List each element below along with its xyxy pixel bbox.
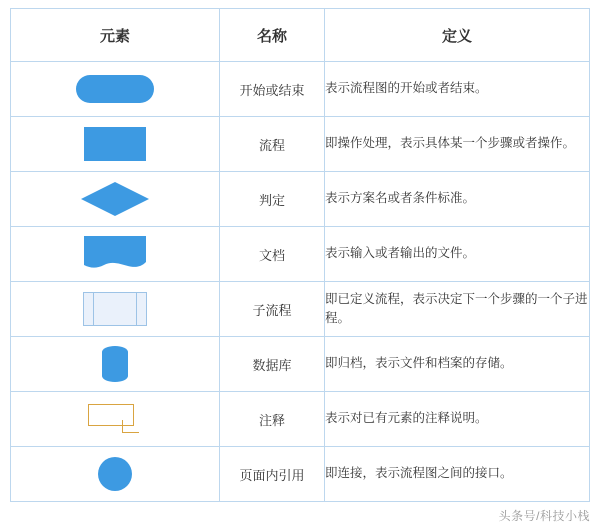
annotation-shape-icon — [88, 404, 142, 434]
document-shape-icon — [83, 234, 147, 274]
table-row — [11, 227, 590, 282]
shape-container — [11, 337, 219, 391]
definition-cell: 即连接，表示流程图之间的接口。 — [325, 447, 590, 502]
definition-cell: 表示对已有元素的注释说明。 — [325, 392, 590, 447]
annotation-tail — [122, 420, 139, 433]
name-cell: 流程 — [220, 117, 325, 172]
terminator-shape-icon — [76, 75, 154, 103]
name-cell: 页面内引用 — [220, 447, 325, 502]
table-row — [11, 447, 590, 502]
definition-cell: 表示方案名或者条件标准。 — [325, 172, 590, 227]
table-row — [11, 282, 590, 337]
on-page-reference-shape-icon — [98, 457, 132, 491]
decision-shape-icon — [81, 182, 149, 216]
shape-container — [11, 447, 219, 501]
definition-cell: 即归档，表示文件和档案的存储。 — [325, 337, 590, 392]
definition-cell: 即已定义流程，表示决定下一个步骤的一个子进程。 — [325, 282, 590, 337]
watermark-text: 头条号/科技小栈 — [498, 509, 590, 523]
shape-container — [11, 227, 219, 281]
process-shape-icon — [84, 127, 146, 161]
table-row — [11, 392, 590, 447]
header-name: 名称 — [220, 9, 325, 62]
shape-container — [11, 117, 219, 171]
header-element: 元素 — [11, 9, 220, 62]
table-header — [11, 9, 590, 62]
definition-cell: 表示流程图的开始或者结束。 — [325, 62, 590, 117]
subprocess-shape-icon — [83, 292, 147, 326]
shape-container — [11, 172, 219, 226]
table-row — [11, 117, 590, 172]
element-cell — [11, 447, 220, 502]
database-shape-icon — [102, 346, 128, 382]
name-cell: 文档 — [220, 227, 325, 282]
element-cell — [11, 117, 220, 172]
name-cell: 判定 — [220, 172, 325, 227]
name-cell: 注释 — [220, 392, 325, 447]
element-cell — [11, 392, 220, 447]
name-cell: 数据库 — [220, 337, 325, 392]
shape-container — [11, 282, 219, 336]
shape-container — [11, 392, 219, 446]
definition-cell: 即操作处理，表示具体某一个步骤或者操作。 — [325, 117, 590, 172]
flowchart-symbol-table — [10, 8, 590, 502]
definition-cell: 表示输入或者输出的文件。 — [325, 227, 590, 282]
table-row — [11, 337, 590, 392]
element-cell — [11, 282, 220, 337]
element-cell — [11, 227, 220, 282]
name-cell: 开始或结束 — [220, 62, 325, 117]
name-cell: 子流程 — [220, 282, 325, 337]
header-row — [11, 9, 590, 62]
table-row — [11, 172, 590, 227]
header-definition: 定义 — [325, 9, 590, 62]
shape-container — [11, 62, 219, 116]
table-row — [11, 62, 590, 117]
element-cell — [11, 172, 220, 227]
element-cell — [11, 337, 220, 392]
element-cell — [11, 62, 220, 117]
table-body — [11, 62, 590, 502]
